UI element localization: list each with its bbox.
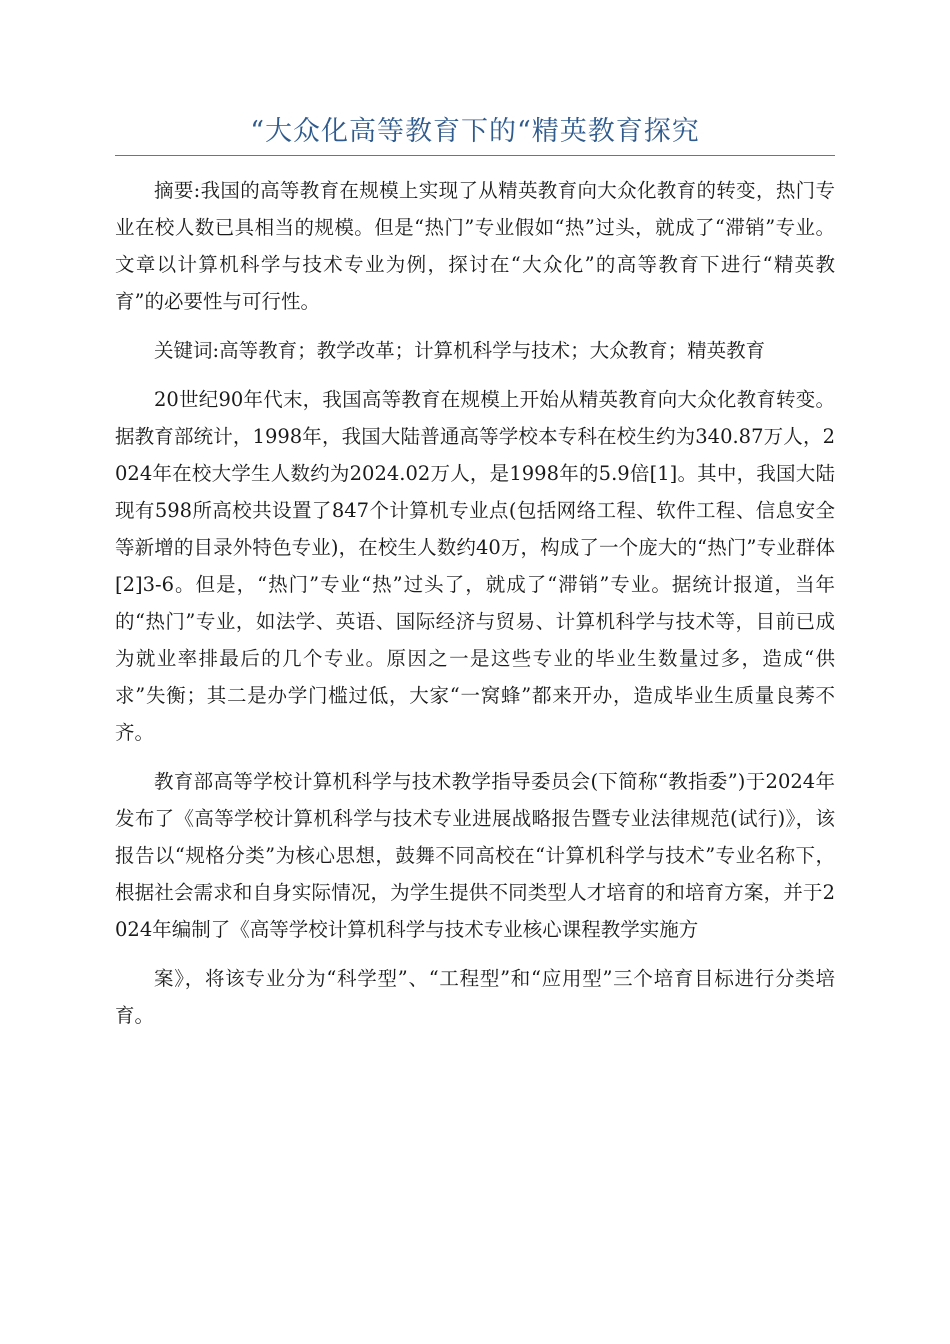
body-paragraph-2: 教育部高等学校计算机科学与技术教学指导委员会(下简称“教指委”)于2024年发布了《高等学校计算机科学与技术专业进展战略报告暨专业法律规范(试行)》，该报告以“规格分类”为核心思想，鼓舞不同高校在“计算机科学与技术”专业名称下，根据社会需求和自身实际情况，为学生提供不同类型人才培育的和培育方案，并于2024年编制了《高等学校计算机科学与技术专业核心课程教学实施方 [115, 770, 835, 941]
body-paragraph-3: 案》，将该专业分为“科学型”、“工程型”和“应用型”三个培育目标进行分类培育。 [115, 967, 835, 1027]
body-paragraph-1: 20世纪90年代末，我国高等教育在规模上开始从精英教育向大众化教育转变。据教育部统计，1998年，我国大陆普通高等学校本专科在校生约为340.87万人，2024年在校大学生人数约为2024.02万人，是1998年的5.9倍[1]。其中，我国大陆现有598所高校共设置了847个计算机专业点(包括网络工程、软件工程、信息安全等新增的目录外特色专业)，在校生人数约40万，构成了一个庞大的“热门”专业群体[2]3-6。但是，“热门”专业“热”过头了，就成了“滞销”专业。据统计报道，当年的“热门”专业，如法学、英语、国际经济与贸易、计算机科学与技术等，目前已成为就业率排最后的几个专业。原因之一是这些专业的毕业生数量过多，造成“供求”失衡；其二是办学门槛过低，大家“一窝蜂”都来开办，造成毕业生质量良莠不齐。 [115, 388, 835, 744]
document-title: “大众化高等教育下的“精英教育探究 [250, 116, 700, 147]
title-underline [115, 155, 835, 156]
keywords-paragraph: 关键词:高等教育；教学改革；计算机科学与技术；大众教育；精英教育 [154, 339, 766, 362]
abstract-paragraph: 摘要:我国的高等教育在规模上实现了从精英教育向大众化教育的转变，热门专业在校人数已具相当的规模。但是“热门”专业假如“热”过头，就成了“滞销”专业。文章以计算机科学与技术专业为例，探讨在“大众化”的高等教育下进行“精英教育”的必要性与可行性。 [115, 179, 835, 313]
document-body [115, 172, 835, 1046]
